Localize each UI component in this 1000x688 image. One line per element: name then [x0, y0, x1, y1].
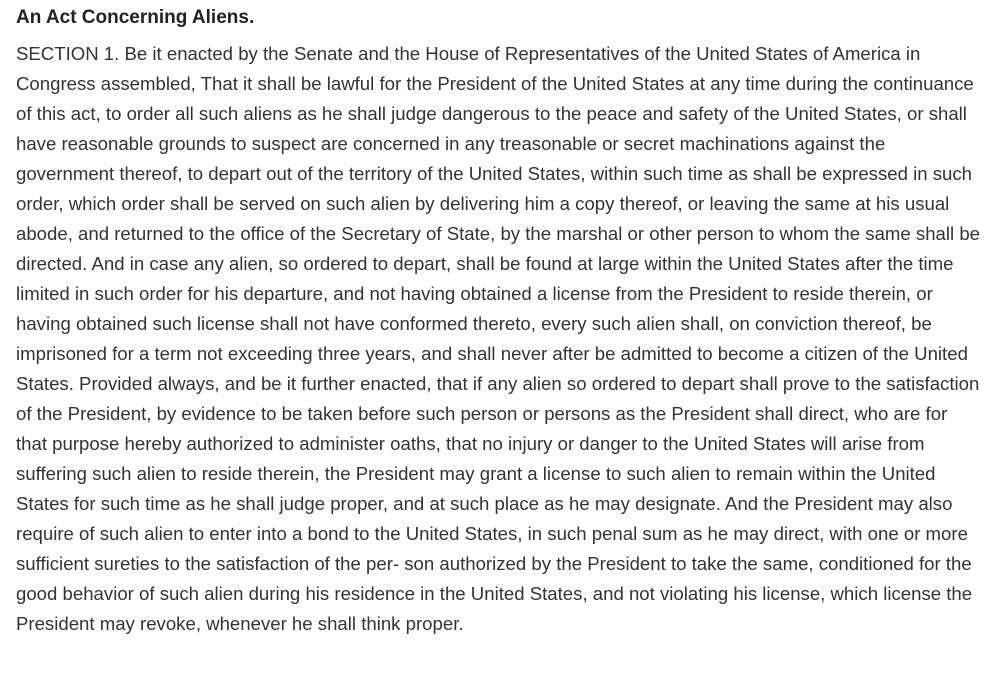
section-1-paragraph: SECTION 1. Be it enacted by the Senate and the House of Representatives of the United States of America in Congress assembled, That it shall be lawful for the President of the United States at any time during the continuance of this act, to order all such aliens as he shall judge dangerous to the peace and safety of the United States, or shall have reasonable grounds to suspect are concerned in any treasonable or secret machinations against the government thereof, to depart out of the territory of the United States, within such time as shall be expressed in such order, which order shall be served on such alien by delivering him a copy thereof, or leaving the same at his usual abode, and returned to the office of the Secretary of State, by the marshal or other person to whom the same shall be directed. And in case any alien, so ordered to depart, shall be found at large within the United States after the time limited in such order for his departure, and not having obtained a license from the President to reside therein, or having obtained such license shall not have conformed thereto, every such alien shall, on conviction thereof, be imprisoned for a term not exceeding three years, and shall never after be admitted to become a citizen of the United States. Provided always, and be it further enacted, that if any alien so ordered to depart shall prove to the satisfaction of the President, by evidence to be taken before such person or persons as the President shall direct, who are for that purpose hereby authorized to administer oaths, that no injury or danger to the United States will arise from suffering such alien to reside therein, the President may grant a license to such alien to remain within the United States for such time as he shall judge proper, and at such place as he may designate. And the President may also require of such alien to enter into a bond to the United States, in such penal sum as he may direct, with one or more sufficient sureties to the satisfaction of the per- son authorized by the President to take the same, conditioned for the good behavior of such alien during his residence in the United States, and not violating his license, which license the President may revoke, whenever he shall think proper.	[16, 43, 980, 634]
document-title: An Act Concerning Aliens.	[16, 7, 255, 28]
